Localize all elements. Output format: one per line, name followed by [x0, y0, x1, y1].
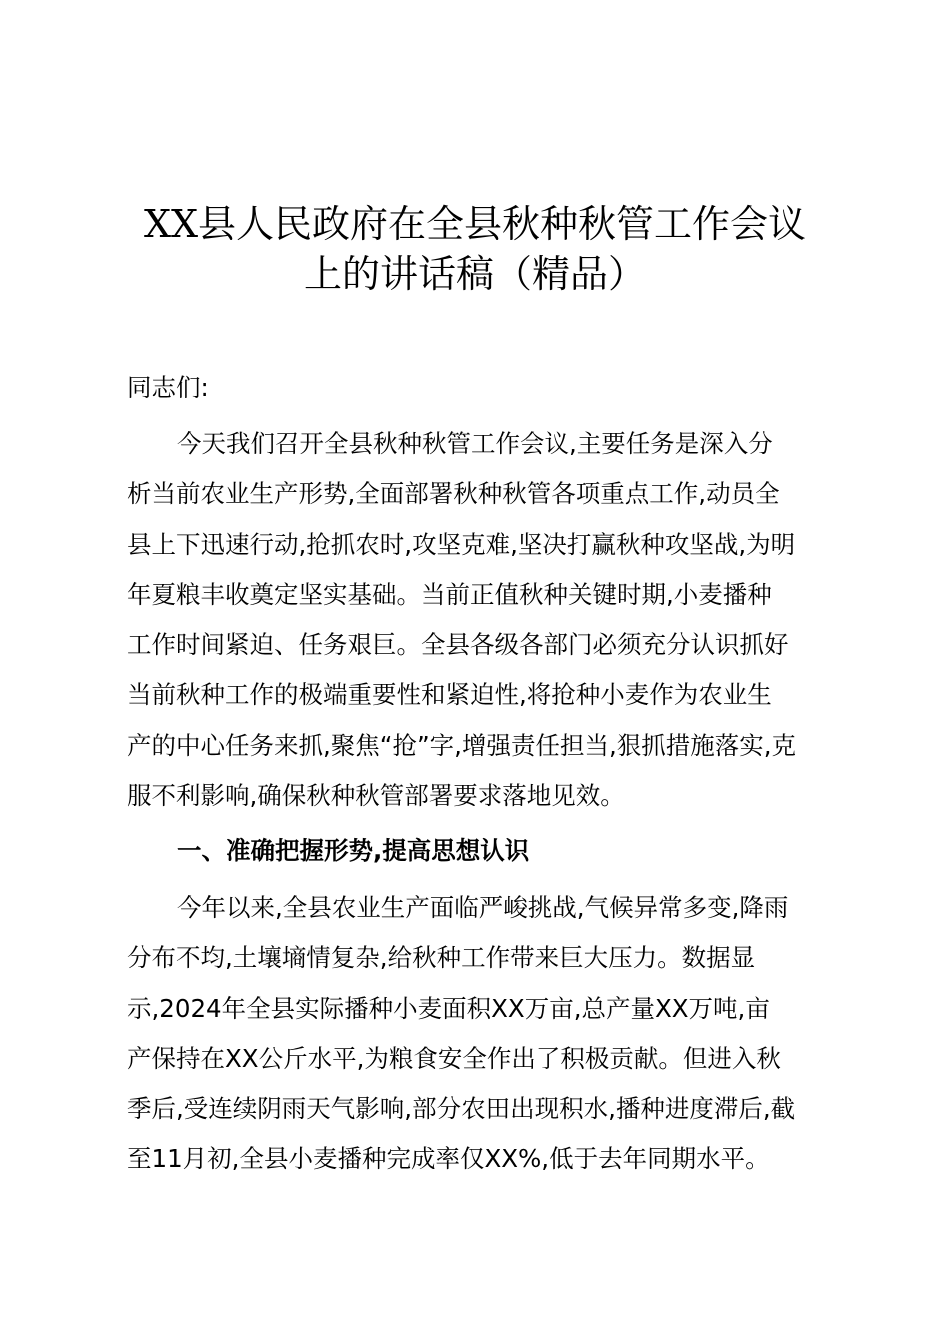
section-1-heading: 一、准确把握形势,提高思想认识 [177, 836, 530, 865]
paragraph-2 [127, 883, 827, 1185]
document-title-line-2: 上的讲话稿（精品） [303, 252, 646, 296]
paragraph-line: 服不利影响,确保秋种秋管部署要求落地见效。 [127, 781, 625, 811]
paragraph-line: 县上下迅速行动,抢抓农时,攻坚克难,坚决打赢秋种攻坚战,为明 [127, 529, 796, 559]
paragraph-line: 产的中心任务来抓,聚焦“抢”字,增强责任担当,狠抓措施落实,克 [127, 730, 797, 760]
paragraph-line: 至11月初,全县小麦播种完成率仅XX%,低于去年同期水平。 [127, 1144, 770, 1174]
paragraph-line: 析当前农业生产形势,全面部署秋种秋管各项重点工作,动员全 [127, 479, 780, 509]
paragraph-line: 年夏粮丰收奠定坚实基础。当前正值秋种关键时期,小麦播种 [127, 579, 772, 609]
paragraph-line: 示,2024年全县实际播种小麦面积XX万亩,总产量XX万吨,亩 [127, 993, 770, 1023]
paragraph-line: 今天我们召开全县秋种秋管工作会议,主要任务是深入分 [177, 429, 773, 458]
paragraph-line: 当前秋种工作的极端重要性和紧迫性,将抢种小麦作为农业生 [127, 680, 772, 710]
paragraph-line: 今年以来,全县农业生产面临严峻挑战,气候异常多变,降雨 [177, 893, 789, 922]
salutation: 同志们: [127, 373, 209, 402]
paragraph-line: 分布不均,土壤墒情复杂,给秋种工作带来巨大压力。数据显 [127, 943, 756, 973]
paragraph-1 [127, 419, 827, 821]
paragraph-line: 工作时间紧迫、任务艰巨。全县各级各部门必须充分认识抓好 [127, 630, 789, 660]
paragraph-line: 季后,受连续阴雨天气影响,部分农田出现积水,播种进度滞后,截 [127, 1094, 796, 1124]
paragraph-line: 产保持在XX公斤水平,为粮食安全作出了积极贡献。但进入秋 [127, 1043, 781, 1073]
document-title-line-1: XX县人民政府在全县秋种秋管工作会议 [143, 202, 807, 246]
